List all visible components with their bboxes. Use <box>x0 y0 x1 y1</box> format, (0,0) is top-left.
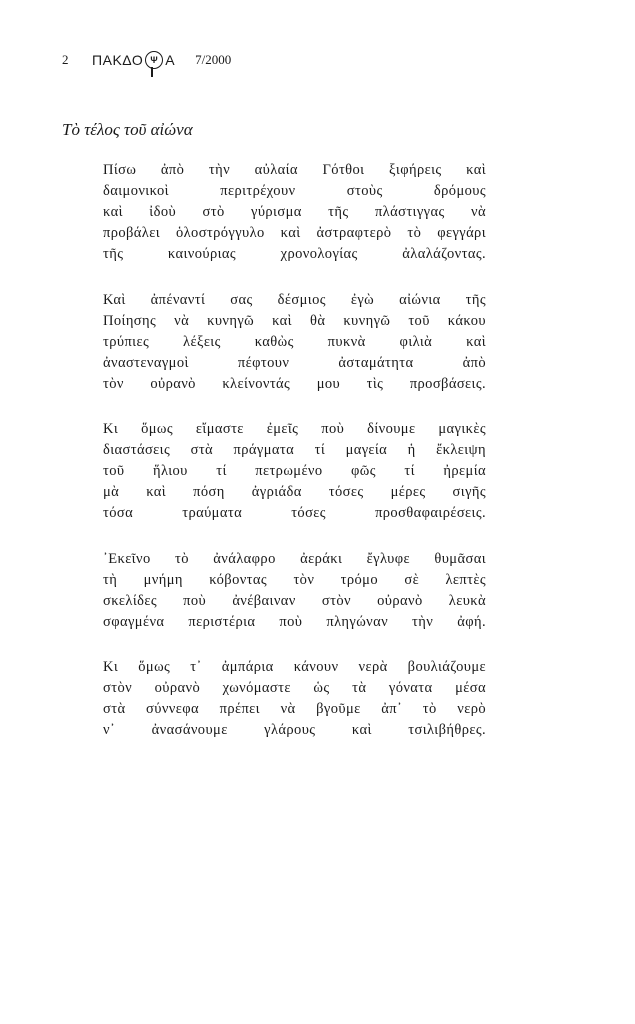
verse-line: Καὶ ἀπέναντί σας δέσμιος ἐγὼ αἰώνια τῆς <box>103 291 486 308</box>
verse-line: διαστάσεις στὰ πράγματα τί μαγεία ἡ ἔκλειψη <box>103 442 486 458</box>
stanza-1 <box>103 160 486 265</box>
journal-name-right: Α <box>165 52 176 68</box>
verse-line: ᾿Εκεῖνο τὸ ἀνάλαφρο ἀεράκι ἔγλυφε θυμᾶσαι <box>103 550 486 567</box>
running-header <box>62 50 231 70</box>
issue-number: 7/2000 <box>195 52 232 67</box>
verse-line: δαιμονικοὶ περιτρέχουν στοὺς δρόμους <box>103 183 486 199</box>
verse-line: τρύπιες λέξεις καθὼς πυκνὰ φιλιὰ καὶ <box>103 333 486 350</box>
page-number: 2 <box>62 52 69 67</box>
stanza-2 <box>103 290 486 395</box>
verse-line: στὸν οὐρανὸ χωνόμαστε ὡς τὰ γόνατα μέσα <box>103 680 486 696</box>
verse-line: καὶ ἰδοὺ στὸ γύρισμα τῆς πλάστιγγας νὰ <box>103 204 486 220</box>
stanza-5 <box>103 657 486 741</box>
verse-line: τὴ μνήμη κόβοντας τὸν τρόμο σὲ λεπτὲς <box>103 571 486 588</box>
verse-line: Πίσω ἀπὸ τὴν αὐλαία Γότθοι ξιφήρεις καὶ <box>103 162 486 178</box>
verse-line: σκελίδες ποὺ ἀνέβαιναν στὸν οὐρανὸ λευκὰ <box>103 592 486 609</box>
verse-line: προβάλει ὁλοστρόγγυλο καὶ ἀστραφτερὸ τὸ φεγγάρι <box>103 225 486 241</box>
verse-line: τοῦ ἥλιου τί πετρωμένο φῶς τί ἠρεμία <box>103 463 486 479</box>
verse-line: τὸν οὐρανὸ κλείνοντάς μου τὶς προσβάσεις. <box>103 375 486 392</box>
verse-line: Κι ὅμως τ᾿ ἀμπάρια κάνουν νερὰ βουλιάζουμε <box>103 659 486 675</box>
journal-name-left: ΠΑΚΔΟ <box>92 52 144 68</box>
verse-line: τόσα τραύματα τόσες προσθαφαιρέσεις. <box>103 505 486 521</box>
verse-line: σφαγμένα περιστέρια ποὺ πληγώναν τὴν ἀφή. <box>103 613 486 630</box>
journal-logo <box>92 51 175 69</box>
journal-emblem-icon: Ψ <box>145 51 163 69</box>
stanza-4 <box>103 549 486 633</box>
poem-title: Τὸ τέλος τοῦ αἰώνα <box>62 120 193 139</box>
verse-line: τῆς καινούριας χρονολογίας ἀλαλάζοντας. <box>103 246 486 262</box>
verse-line: Ποίησης νὰ κυνηγῶ καὶ θὰ κυνηγῶ τοῦ κάκου <box>103 312 486 329</box>
verse-line: στὰ σύννεφα πρέπει νὰ βγοῦμε ἀπ᾿ τὸ νερὸ <box>103 701 486 717</box>
verse-line: ν᾿ ἀνασάνουμε γλάρους καὶ τσιλιβήθρες. <box>103 722 486 738</box>
poem-body <box>103 160 486 766</box>
verse-line: Κι ὅμως εἴμαστε ἐμεῖς ποὺ δίνουμε μαγικὲς <box>103 421 486 437</box>
verse-line: ἀναστεναγμοὶ πέφτουν ἀσταμάτητα ἀπὸ <box>103 354 486 371</box>
verse-line: μὰ καὶ πόση ἀγριάδα τόσες μέρες σιγῆς <box>103 484 486 500</box>
stanza-3 <box>103 419 486 524</box>
